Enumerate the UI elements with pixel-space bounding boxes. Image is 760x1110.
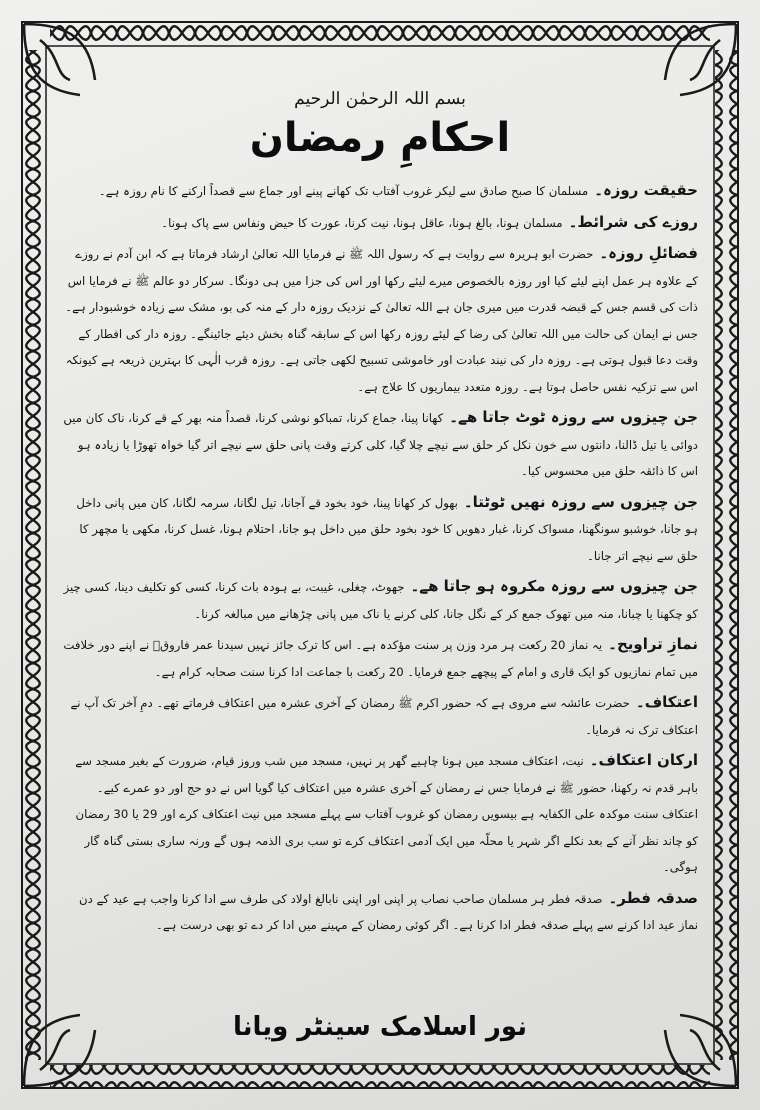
page-title: احکامِ رمضان [249, 115, 511, 161]
section [62, 240, 698, 400]
bismillah: بسم اللہ الرحمٰن الرحیم [294, 89, 466, 109]
section-heading: ارکان اعتکاف۔ [589, 751, 698, 769]
section [62, 489, 698, 570]
section [62, 631, 698, 685]
section-heading: جن چیزوں سے روزہ ٹوٹ جاتا ھے۔ [449, 408, 698, 426]
section [62, 747, 698, 881]
section-body: یہ نماز 20 رکعت ہر مرد وزن پر سنت مؤکدہ ہے۔ اس کا ترک جائز نہیں سیدنا عمر فاروقؓ نے اپنے دور خلافت میں تمام نمازیوں کو ایک قاری و امام کے پیچھے جمع فرمایا۔ 20 رکعت با جماعت ادا کرنا سنت صحابہ کرام ہے۔ [63, 638, 698, 679]
section-heading: حقیقت روزہ۔ [594, 181, 698, 199]
section [62, 885, 698, 939]
section-heading: صدقہ فطر۔ [608, 888, 698, 907]
section [62, 404, 698, 485]
section-body: صدقہ فطر ہر مسلمان صاحب نصاب پر اپنی اور اپنی نابالغ اولاد کی طرف سے ادا کرنا واجب ہے عید کے دن نماز عید ادا کرنے سے پہلے صدقہ فطر ادا کرنا ہے۔ اگر کوئی رمضان کے مہینے میں ادا کر دے تو بھی درست ہے۔ [79, 891, 698, 932]
section-heading: جن چیزوں سے روزہ نھیں ٹوٹتا۔ [463, 492, 698, 511]
section [62, 209, 698, 237]
section [62, 689, 698, 743]
section [62, 573, 698, 627]
section-heading: فضائلِ روزہ۔ [599, 244, 698, 262]
section-heading: نمازِ تراویح۔ [608, 635, 698, 653]
footer-organization: نور اسلامک سینٹر ویانا [233, 1012, 527, 1042]
section-body: مسلمان ہونا، بالغ ہونا، عاقل ہونا، نیت کرنا، عورت کا حیض ونفاس سے پاک ہونا۔ [161, 215, 563, 230]
section-body: نیت، اعتکاف مسجد میں ہونا چاہیے گھر پر نہیں، مسجد میں شب وروز قیام، ضرورت کے بغیر مسجد سے باہر قدم نہ رکھنا، حضور ﷺ نے فرمایا جس نے رمضان کے آخری عشرہ میں اعتکاف کیا گویا اس نے دو حج اور دو عمرے کیے۔ اعتکاف سنت موکدہ علی الکفایہ ہے بیسویں رمضان کو غروب آفتاب سے پہلے مسجد میں نیت اعتکاف کرے اور 29 یا 30 رمضان کو چاند نظر آنے کے بعد نکلے اگر شہر یا محلّہ میں ایک آدمی اعتکاف کرے تو سب بری الذمہ ہوں گے ورنہ ساری بستی گناہ گار ہوگی۔ [75, 754, 698, 874]
section-heading: روزے کی شرائط۔ [568, 212, 698, 231]
section-body: بھول کر کھانا پینا، خود بخود قے آجانا، تیل لگانا، سرمہ لگانا، کان میں پانی داخل ہو جانا، خوشبو سونگھنا، مسواک کرنا، غبار دھویں کا خود بخود حلق میں داخل ہو جانا، احتلام ہونا، غسل کرنا، مکھی یا مچھر کا حلق سے نیچے اتر جانا۔ [76, 495, 698, 563]
section-body: کھانا پینا، جماع کرنا، تمباکو نوشی کرنا، قصداً منہ بھر کے قے کرنا، ناک کان میں دوائی یا تیل ڈالنا، دانتوں سے خون نکل کر حلق سے نیچے چلا گیا، کلی کرتے وقت پانی حلق سے نیچے اتر گیا خواہ تھوڑا یا زیادہ ہو اس کا ذائقہ حلق میں محسوس کیا۔ [63, 411, 698, 478]
document-content [62, 88, 698, 1018]
section-body: حضرت عائشہ سے مروی ہے کہ حضور اکرم ﷺ رمضان کے آخری عشرہ میں اعتکاف فرماتے تھے۔ دمِ آخر تک آپ نے اعتکاف ترک نہ فرمایا۔ [70, 696, 698, 737]
section [62, 177, 698, 205]
section-body: مسلمان کا صبح صادق سے لیکر غروب آفتاب تک کھانے پینے اور جماع سے قصداً ارکنے کا نام روزہ ہے۔ [98, 184, 589, 198]
section-body: جھوٹ، چغلی، غیبت، بے ہودہ بات کرنا، کسی کو تکلیف دینا، کسی چیز کو چکھنا یا چبانا، منہ میں تھوک جمع کر کے نگل جانا، کلی کرنے یا ناک میں پانی چڑھانے میں مبالغہ کرنا۔ [63, 580, 698, 621]
sections [62, 177, 698, 939]
section-body: حضرت ابو ہریرہ سے روایت ہے کہ رسول اللہ ﷺ نے فرمایا اللہ تعالیٰ ارشاد فرماتا ہے کہ ابن آدم نے روزے کے علاوہ ہر عمل اپنے لیئے کیا اور روزہ بالخصوص میرے لیئے رکھا اور اس کی جزا میں ہی دونگا۔ سرکار دو عالم ﷺ نے فرمایا اس ذات کی قسم جس کے قبضہ قدرت میں میری جان ہے اللہ تعالیٰ کے نزدیک روزہ دار کے منہ کی بو، مشک سے زیادہ خوشبودار ہے۔ جس نے ایمان کی حالت میں اللہ تعالیٰ کی رضا کے لیئے روزہ رکھا اس کے سابقہ گناہ بخش دیئے جائینگے۔ روزہ دار کی افطار کے وقت دعا قبول ہوتی ہے۔ روزہ دار کی نیند عبادت اور خاموشی تسبیح لکھی جاتی ہے۔ روزہ قرب الٰہی کا بہترین ذریعہ ہے کیونکہ اس سے تزکیہ نفس حاصل ہوتا ہے۔ روزہ متعدد بیماریوں کا علاج ہے۔ [65, 247, 698, 394]
section-heading: جن چیزوں سے روزہ مکروہ ہو جاتا ھے۔ [410, 577, 698, 595]
section-heading: اعتکاف۔ [635, 693, 698, 711]
